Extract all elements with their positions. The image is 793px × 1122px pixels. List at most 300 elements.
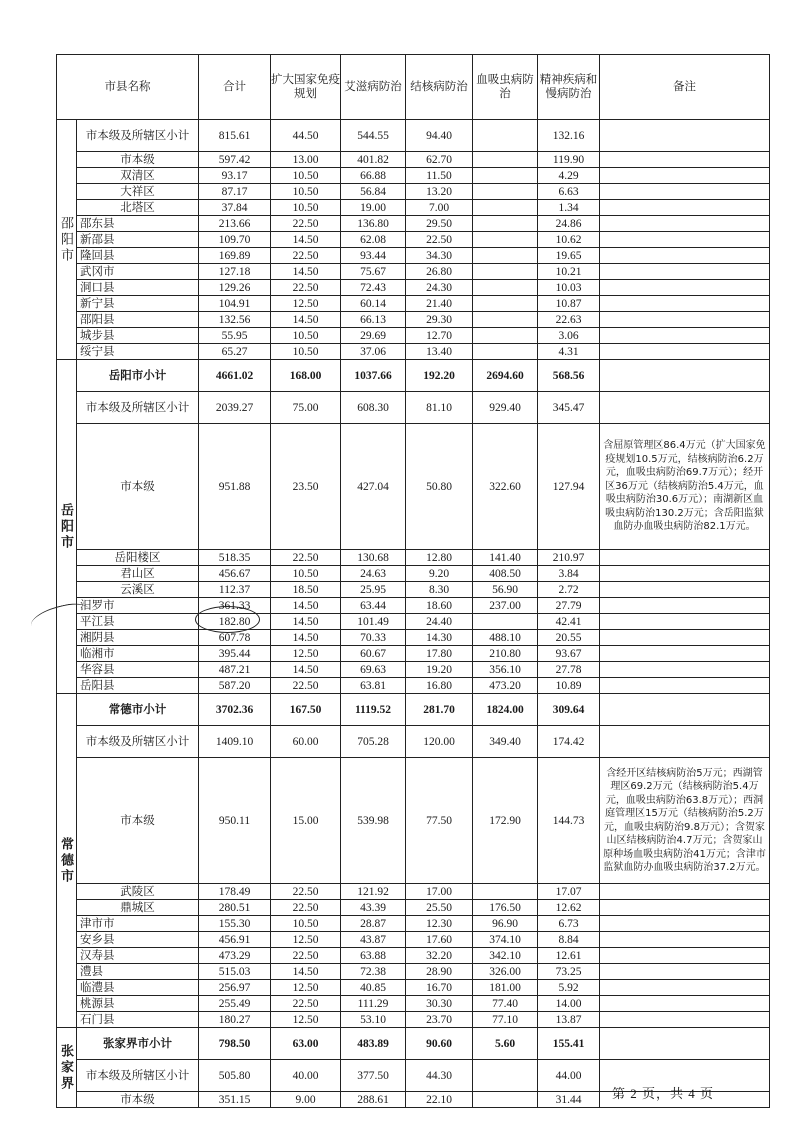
cell-aids: 56.84 xyxy=(341,184,406,200)
cell-aids: 401.82 xyxy=(341,152,406,168)
row-name: 城步县 xyxy=(77,328,199,344)
cell-aids: 377.50 xyxy=(341,1060,406,1092)
cell-total: 280.51 xyxy=(199,900,271,916)
cell-note xyxy=(600,694,770,726)
cell-note xyxy=(600,328,770,344)
cell-note xyxy=(600,120,770,152)
cell-aids: 608.30 xyxy=(341,392,406,424)
table-row xyxy=(57,980,770,996)
cell-tb: 17.00 xyxy=(406,884,473,900)
cell-schisto xyxy=(473,296,538,312)
row-name: 常德市小计 xyxy=(77,694,199,726)
header-mental: 精神疾病和慢病防治 xyxy=(538,55,600,120)
cell-total: 256.97 xyxy=(199,980,271,996)
table-row xyxy=(57,152,770,168)
cell-schisto: 1824.00 xyxy=(473,694,538,726)
table-row xyxy=(57,916,770,932)
cell-note xyxy=(600,184,770,200)
cell-note xyxy=(600,662,770,678)
cell-tb: 50.80 xyxy=(406,424,473,550)
cell-mental: 6.63 xyxy=(538,184,600,200)
cell-note xyxy=(600,916,770,932)
cell-total: 518.35 xyxy=(199,550,271,566)
row-name: 北塔区 xyxy=(77,200,199,216)
cell-note xyxy=(600,296,770,312)
table-row xyxy=(57,248,770,264)
cell-aids: 28.87 xyxy=(341,916,406,932)
cell-total: 37.84 xyxy=(199,200,271,216)
cell-immunization: 63.00 xyxy=(271,1028,341,1060)
table-row xyxy=(57,264,770,280)
cell-mental: 10.03 xyxy=(538,280,600,296)
cell-schisto xyxy=(473,232,538,248)
cell-aids: 43.39 xyxy=(341,900,406,916)
row-name: 桃源县 xyxy=(77,996,199,1012)
header-aids: 艾滋病防治 xyxy=(341,55,406,120)
cell-note xyxy=(600,168,770,184)
cell-tb: 28.90 xyxy=(406,964,473,980)
cell-schisto: 176.50 xyxy=(473,900,538,916)
cell-mental: 1.34 xyxy=(538,200,600,216)
cell-mental: 10.21 xyxy=(538,264,600,280)
cell-tb: 16.80 xyxy=(406,678,473,694)
cell-schisto: 349.40 xyxy=(473,726,538,758)
cell-total: 951.88 xyxy=(199,424,271,550)
table-row xyxy=(57,296,770,312)
city-group-label: 岳阳市 xyxy=(57,360,77,694)
row-name: 市本级 xyxy=(77,152,199,168)
header-schisto: 血吸虫病防治 xyxy=(473,55,538,120)
city-group-label: 常德市 xyxy=(57,694,77,1028)
handwritten-circle-mark xyxy=(195,606,260,633)
cell-tb: 44.30 xyxy=(406,1060,473,1092)
cell-total: 798.50 xyxy=(199,1028,271,1060)
cell-aids: 24.63 xyxy=(341,566,406,582)
cell-note xyxy=(600,152,770,168)
row-name: 岳阳县 xyxy=(77,678,199,694)
cell-aids: 53.10 xyxy=(341,1012,406,1028)
cell-total: 607.78 xyxy=(199,630,271,646)
cell-note xyxy=(600,884,770,900)
cell-mental: 20.55 xyxy=(538,630,600,646)
table-row xyxy=(57,344,770,360)
cell-mental: 568.56 xyxy=(538,360,600,392)
cell-mental: 8.84 xyxy=(538,932,600,948)
cell-schisto: 473.20 xyxy=(473,678,538,694)
header-total: 合计 xyxy=(199,55,271,120)
cell-aids: 539.98 xyxy=(341,758,406,884)
table-row xyxy=(57,582,770,598)
cell-aids: 60.14 xyxy=(341,296,406,312)
table-row xyxy=(57,646,770,662)
cell-schisto: 181.00 xyxy=(473,980,538,996)
cell-mental: 309.64 xyxy=(538,694,600,726)
cell-tb: 22.10 xyxy=(406,1092,473,1108)
row-name: 市本级及所辖区小计 xyxy=(77,1060,199,1092)
cell-immunization: 167.50 xyxy=(271,694,341,726)
table-row xyxy=(57,216,770,232)
table-row xyxy=(57,598,770,614)
cell-tb: 24.30 xyxy=(406,280,473,296)
row-name: 临澧县 xyxy=(77,980,199,996)
table-row xyxy=(57,630,770,646)
row-name: 华容县 xyxy=(77,662,199,678)
cell-immunization: 14.50 xyxy=(271,964,341,980)
table-row xyxy=(57,424,770,550)
cell-schisto xyxy=(473,344,538,360)
cell-aids: 66.13 xyxy=(341,312,406,328)
table-row xyxy=(57,758,770,884)
cell-schisto xyxy=(473,168,538,184)
cell-immunization: 22.50 xyxy=(271,996,341,1012)
cell-note xyxy=(600,248,770,264)
table-row xyxy=(57,280,770,296)
cell-immunization: 14.50 xyxy=(271,598,341,614)
cell-note xyxy=(600,360,770,392)
cell-immunization: 12.50 xyxy=(271,646,341,662)
cell-schisto: 210.80 xyxy=(473,646,538,662)
row-name: 安乡县 xyxy=(77,932,199,948)
cell-mental: 12.62 xyxy=(538,900,600,916)
cell-total: 505.80 xyxy=(199,1060,271,1092)
cell-mental: 210.97 xyxy=(538,550,600,566)
cell-mental: 127.94 xyxy=(538,424,600,550)
row-name: 石门县 xyxy=(77,1012,199,1028)
cell-total: 55.95 xyxy=(199,328,271,344)
cell-mental: 10.89 xyxy=(538,678,600,694)
cell-total: 487.21 xyxy=(199,662,271,678)
cell-note xyxy=(600,900,770,916)
row-name: 市本级 xyxy=(77,758,199,884)
cell-tb: 192.20 xyxy=(406,360,473,392)
cell-note xyxy=(600,392,770,424)
cell-immunization: 10.50 xyxy=(271,328,341,344)
cell-immunization: 10.50 xyxy=(271,200,341,216)
cell-tb: 24.40 xyxy=(406,614,473,630)
cell-immunization: 22.50 xyxy=(271,280,341,296)
cell-tb: 8.30 xyxy=(406,582,473,598)
cell-immunization: 12.50 xyxy=(271,980,341,996)
cell-immunization: 22.50 xyxy=(271,884,341,900)
row-name: 市本级及所辖区小计 xyxy=(77,392,199,424)
cell-schisto: 77.40 xyxy=(473,996,538,1012)
cell-schisto xyxy=(473,328,538,344)
cell-tb: 18.60 xyxy=(406,598,473,614)
row-name: 君山区 xyxy=(77,566,199,582)
cell-total: 93.17 xyxy=(199,168,271,184)
cell-total: 109.70 xyxy=(199,232,271,248)
cell-tb: 32.20 xyxy=(406,948,473,964)
cell-tb: 9.20 xyxy=(406,566,473,582)
cell-aids: 427.04 xyxy=(341,424,406,550)
cell-schisto: 237.00 xyxy=(473,598,538,614)
cell-immunization: 75.00 xyxy=(271,392,341,424)
cell-aids: 25.95 xyxy=(341,582,406,598)
table-row xyxy=(57,884,770,900)
cell-immunization: 12.50 xyxy=(271,296,341,312)
cell-aids: 101.49 xyxy=(341,614,406,630)
row-name: 鼎城区 xyxy=(77,900,199,916)
cell-note xyxy=(600,980,770,996)
city-group-label: 张家界 xyxy=(57,1028,77,1108)
table-row xyxy=(57,328,770,344)
cell-immunization: 22.50 xyxy=(271,678,341,694)
cell-immunization: 22.50 xyxy=(271,550,341,566)
cell-immunization: 10.50 xyxy=(271,566,341,582)
cell-total: 456.67 xyxy=(199,566,271,582)
table-row xyxy=(57,200,770,216)
cell-schisto xyxy=(473,280,538,296)
cell-aids: 483.89 xyxy=(341,1028,406,1060)
row-name: 市本级及所辖区小计 xyxy=(77,120,199,152)
cell-mental: 27.79 xyxy=(538,598,600,614)
cell-mental: 3.84 xyxy=(538,566,600,582)
table-row xyxy=(57,312,770,328)
cell-note xyxy=(600,630,770,646)
document-page xyxy=(56,54,769,1108)
cell-total: 597.42 xyxy=(199,152,271,168)
city-group-label: 邵阳市 xyxy=(57,120,77,360)
table-row xyxy=(57,566,770,582)
cell-mental: 24.86 xyxy=(538,216,600,232)
cell-total: 65.27 xyxy=(199,344,271,360)
cell-note xyxy=(600,566,770,582)
table-row xyxy=(57,392,770,424)
cell-total: 361.33 xyxy=(199,598,271,614)
row-name: 张家界市小计 xyxy=(77,1028,199,1060)
cell-aids: 40.85 xyxy=(341,980,406,996)
cell-aids: 288.61 xyxy=(341,1092,406,1108)
cell-schisto xyxy=(473,200,538,216)
cell-mental: 2.72 xyxy=(538,582,600,598)
cell-note xyxy=(600,344,770,360)
funding-table xyxy=(56,54,770,1108)
cell-immunization: 23.50 xyxy=(271,424,341,550)
cell-aids: 1119.52 xyxy=(341,694,406,726)
cell-schisto: 929.40 xyxy=(473,392,538,424)
cell-tb: 26.80 xyxy=(406,264,473,280)
cell-tb: 90.60 xyxy=(406,1028,473,1060)
cell-mental: 144.73 xyxy=(538,758,600,884)
cell-aids: 72.38 xyxy=(341,964,406,980)
cell-aids: 63.44 xyxy=(341,598,406,614)
table-row xyxy=(57,932,770,948)
table-row xyxy=(57,662,770,678)
table-row xyxy=(57,1012,770,1028)
cell-note xyxy=(600,932,770,948)
cell-immunization: 12.50 xyxy=(271,1012,341,1028)
row-name: 大祥区 xyxy=(77,184,199,200)
cell-mental: 4.31 xyxy=(538,344,600,360)
table-row xyxy=(57,678,770,694)
row-name: 云溪区 xyxy=(77,582,199,598)
cell-note xyxy=(600,1012,770,1028)
cell-aids: 70.33 xyxy=(341,630,406,646)
cell-total: 473.29 xyxy=(199,948,271,964)
cell-total: 178.49 xyxy=(199,884,271,900)
cell-note xyxy=(600,216,770,232)
cell-mental: 14.00 xyxy=(538,996,600,1012)
cell-schisto xyxy=(473,216,538,232)
table-row xyxy=(57,232,770,248)
cell-note xyxy=(600,598,770,614)
cell-immunization: 14.50 xyxy=(271,614,341,630)
cell-aids: 72.43 xyxy=(341,280,406,296)
cell-aids: 60.67 xyxy=(341,646,406,662)
table-row xyxy=(57,964,770,980)
cell-aids: 130.68 xyxy=(341,550,406,566)
row-name: 市本级 xyxy=(77,1092,199,1108)
cell-immunization: 22.50 xyxy=(271,248,341,264)
cell-tb: 30.30 xyxy=(406,996,473,1012)
page-indicator: 第 2 页，共 4 页 xyxy=(612,1086,715,1101)
cell-total: 255.49 xyxy=(199,996,271,1012)
cell-mental: 132.16 xyxy=(538,120,600,152)
cell-aids: 43.87 xyxy=(341,932,406,948)
cell-total: 2039.27 xyxy=(199,392,271,424)
cell-note xyxy=(600,200,770,216)
cell-total: 182.80 xyxy=(199,614,271,630)
cell-schisto xyxy=(473,264,538,280)
cell-mental: 6.73 xyxy=(538,916,600,932)
cell-aids: 19.00 xyxy=(341,200,406,216)
cell-schisto: 172.90 xyxy=(473,758,538,884)
cell-mental: 155.41 xyxy=(538,1028,600,1060)
row-name: 双清区 xyxy=(77,168,199,184)
table-row xyxy=(57,996,770,1012)
cell-immunization: 12.50 xyxy=(271,932,341,948)
cell-schisto: 488.10 xyxy=(473,630,538,646)
row-name: 武冈市 xyxy=(77,264,199,280)
cell-tb: 13.20 xyxy=(406,184,473,200)
cell-schisto xyxy=(473,1092,538,1108)
cell-total: 104.91 xyxy=(199,296,271,312)
cell-tb: 12.30 xyxy=(406,916,473,932)
table-row xyxy=(57,168,770,184)
row-name: 市本级 xyxy=(77,424,199,550)
row-name: 洞口县 xyxy=(77,280,199,296)
row-name: 湘阴县 xyxy=(77,630,199,646)
cell-mental: 93.67 xyxy=(538,646,600,662)
cell-immunization: 14.50 xyxy=(271,312,341,328)
cell-schisto xyxy=(473,120,538,152)
cell-tb: 11.50 xyxy=(406,168,473,184)
cell-immunization: 10.50 xyxy=(271,184,341,200)
cell-immunization: 22.50 xyxy=(271,900,341,916)
table-row xyxy=(57,550,770,566)
cell-note xyxy=(600,678,770,694)
cell-total: 1409.10 xyxy=(199,726,271,758)
table-row xyxy=(57,900,770,916)
header-immunization: 扩大国家免疫规划 xyxy=(271,55,341,120)
cell-total: 129.26 xyxy=(199,280,271,296)
cell-immunization: 15.00 xyxy=(271,758,341,884)
cell-total: 112.37 xyxy=(199,582,271,598)
cell-aids: 63.88 xyxy=(341,948,406,964)
cell-tb: 21.40 xyxy=(406,296,473,312)
cell-immunization: 9.00 xyxy=(271,1092,341,1108)
cell-aids: 544.55 xyxy=(341,120,406,152)
cell-total: 155.30 xyxy=(199,916,271,932)
cell-immunization: 40.00 xyxy=(271,1060,341,1092)
cell-total: 395.44 xyxy=(199,646,271,662)
cell-mental: 174.42 xyxy=(538,726,600,758)
cell-total: 456.91 xyxy=(199,932,271,948)
cell-immunization: 168.00 xyxy=(271,360,341,392)
cell-total: 87.17 xyxy=(199,184,271,200)
table-row xyxy=(57,726,770,758)
cell-immunization: 22.50 xyxy=(271,216,341,232)
row-name: 岳阳市小计 xyxy=(77,360,199,392)
cell-aids: 121.92 xyxy=(341,884,406,900)
cell-aids: 705.28 xyxy=(341,726,406,758)
cell-schisto: 356.10 xyxy=(473,662,538,678)
cell-tb: 29.30 xyxy=(406,312,473,328)
row-name: 新邵县 xyxy=(77,232,199,248)
cell-mental: 22.63 xyxy=(538,312,600,328)
cell-tb: 17.60 xyxy=(406,932,473,948)
cell-immunization: 14.50 xyxy=(271,264,341,280)
cell-schisto: 342.10 xyxy=(473,948,538,964)
cell-total: 3702.36 xyxy=(199,694,271,726)
table-row xyxy=(57,948,770,964)
cell-aids: 93.44 xyxy=(341,248,406,264)
cell-note xyxy=(600,726,770,758)
cell-schisto xyxy=(473,184,538,200)
cell-tb: 12.70 xyxy=(406,328,473,344)
cell-note xyxy=(600,646,770,662)
cell-tb: 281.70 xyxy=(406,694,473,726)
cell-tb: 29.50 xyxy=(406,216,473,232)
cell-tb: 16.70 xyxy=(406,980,473,996)
cell-tb: 7.00 xyxy=(406,200,473,216)
cell-schisto xyxy=(473,248,538,264)
cell-aids: 1037.66 xyxy=(341,360,406,392)
cell-mental: 17.07 xyxy=(538,884,600,900)
cell-mental: 10.87 xyxy=(538,296,600,312)
cell-aids: 111.29 xyxy=(341,996,406,1012)
cell-note xyxy=(600,280,770,296)
cell-immunization: 14.50 xyxy=(271,662,341,678)
cell-aids: 136.80 xyxy=(341,216,406,232)
cell-immunization: 10.50 xyxy=(271,344,341,360)
row-name: 市本级及所辖区小计 xyxy=(77,726,199,758)
cell-mental: 4.29 xyxy=(538,168,600,184)
cell-mental: 12.61 xyxy=(538,948,600,964)
table-row xyxy=(57,694,770,726)
cell-immunization: 60.00 xyxy=(271,726,341,758)
cell-mental: 27.78 xyxy=(538,662,600,678)
cell-immunization: 13.00 xyxy=(271,152,341,168)
cell-tb: 19.20 xyxy=(406,662,473,678)
cell-immunization: 44.50 xyxy=(271,120,341,152)
cell-schisto xyxy=(473,312,538,328)
cell-total: 351.15 xyxy=(199,1092,271,1108)
table-header-row xyxy=(57,55,770,120)
cell-tb: 25.50 xyxy=(406,900,473,916)
row-name: 岳阳楼区 xyxy=(77,550,199,566)
cell-immunization: 10.50 xyxy=(271,916,341,932)
cell-mental: 73.25 xyxy=(538,964,600,980)
cell-tb: 77.50 xyxy=(406,758,473,884)
header-note: 备注 xyxy=(600,55,770,120)
table-row xyxy=(57,1028,770,1060)
cell-mental: 10.62 xyxy=(538,232,600,248)
cell-total: 132.56 xyxy=(199,312,271,328)
cell-total: 815.61 xyxy=(199,120,271,152)
cell-mental: 42.41 xyxy=(538,614,600,630)
cell-immunization: 18.50 xyxy=(271,582,341,598)
